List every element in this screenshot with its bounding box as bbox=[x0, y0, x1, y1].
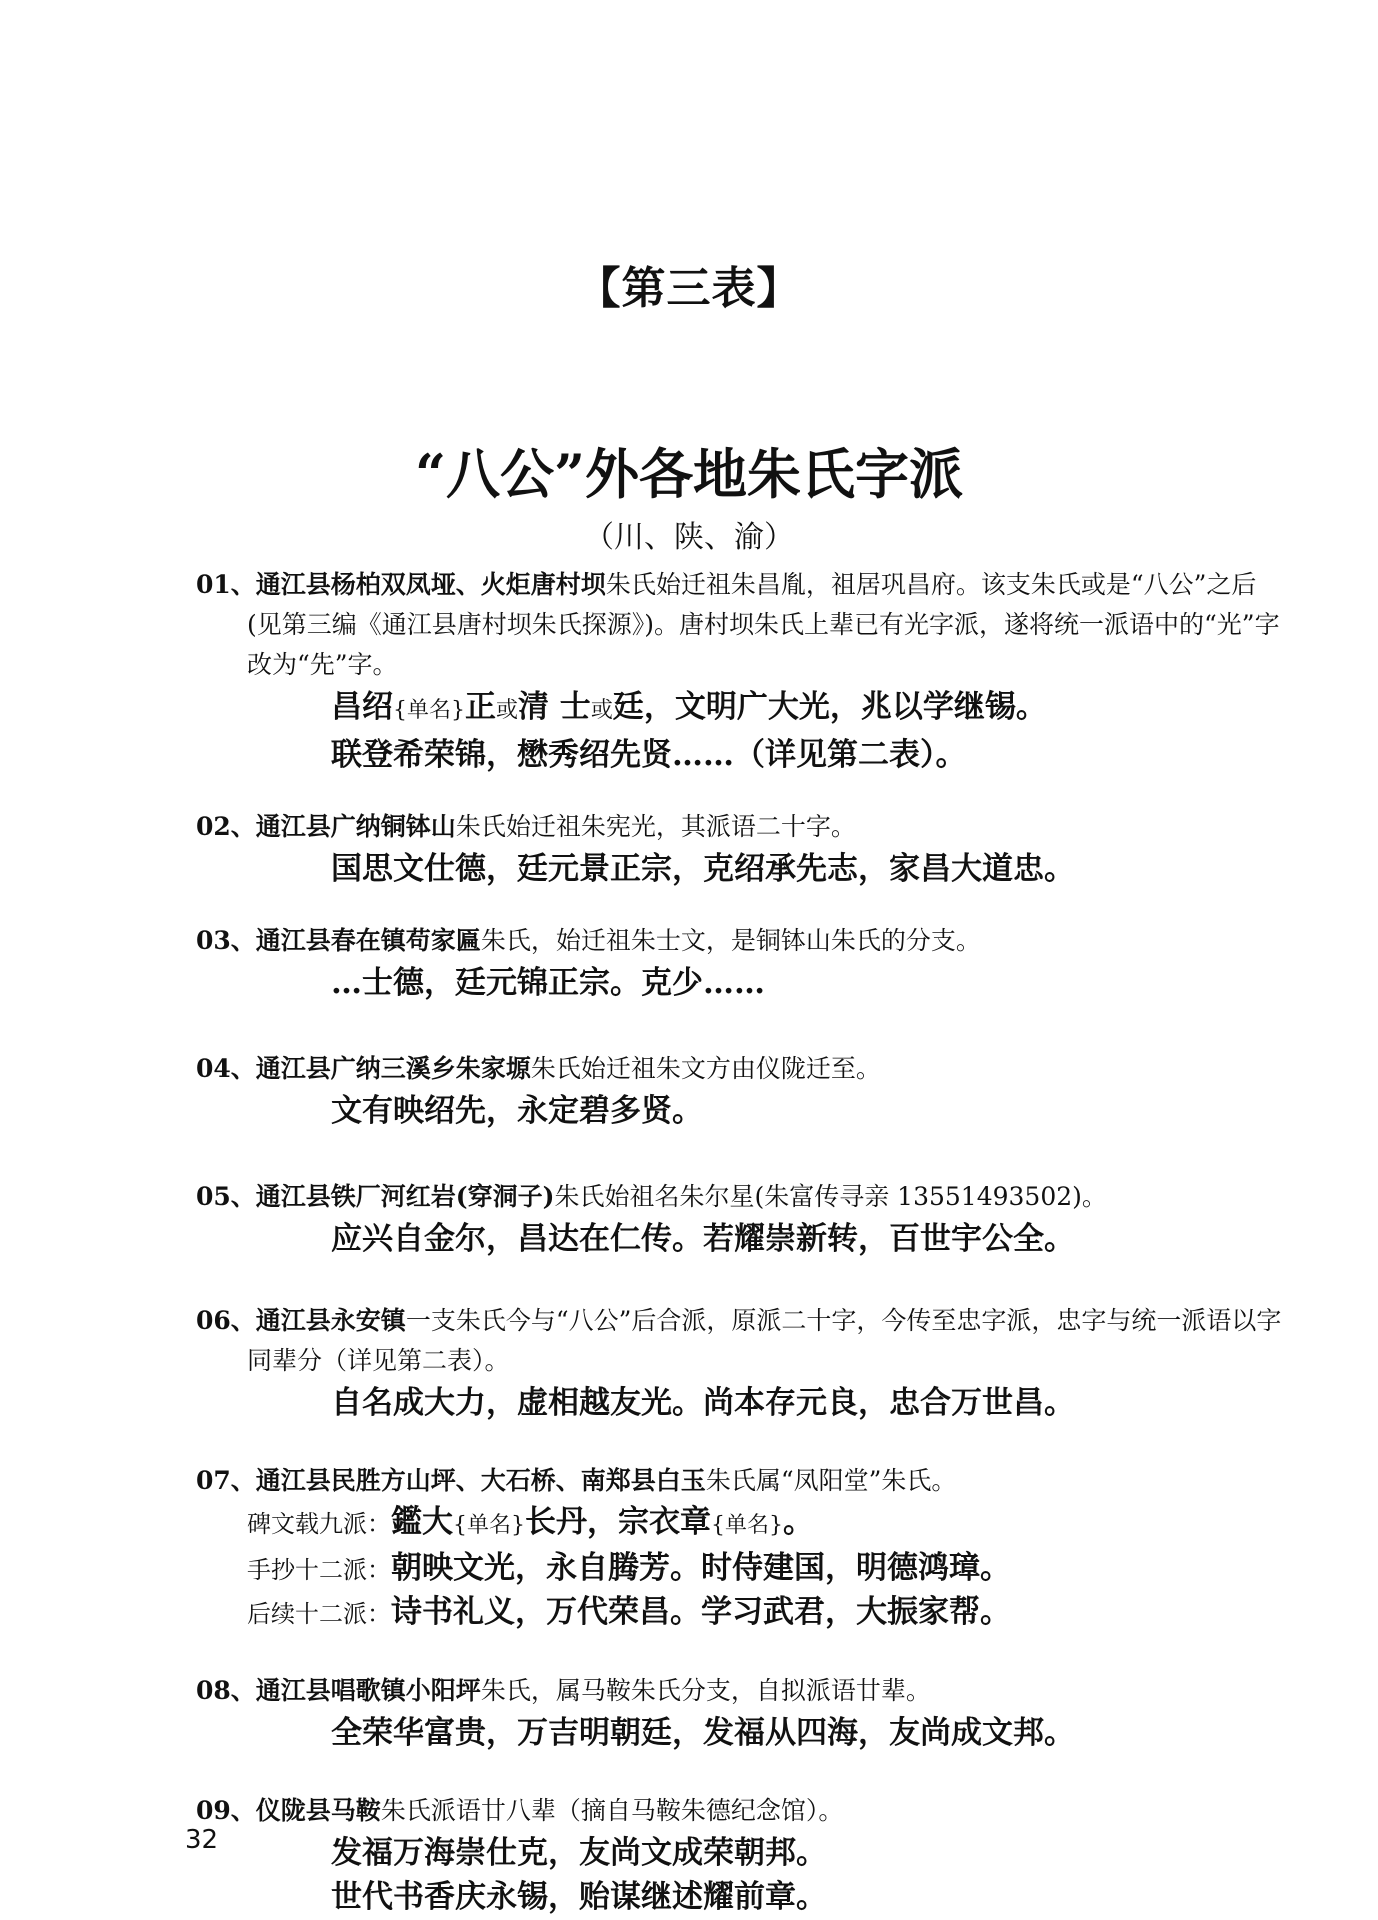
verse-part: 昌绍 bbox=[331, 689, 393, 725]
verse-part: 清 士 bbox=[518, 689, 591, 725]
entry-04 bbox=[196, 1049, 1286, 1133]
entry-intro bbox=[196, 1177, 1286, 1217]
entry-text: 朱氏始祖名朱尔星(朱富传寻亲 13551493502)。 bbox=[554, 1182, 1107, 1211]
verse-line: 文有映绍先，永定碧多贤。 bbox=[331, 1093, 703, 1129]
entry-place: 通江县春在镇苟家匾 bbox=[255, 926, 481, 955]
entry-number: 07、 bbox=[196, 1466, 256, 1495]
verse-line: 应兴自金尔，昌达在仁传。若耀崇新转，百世宇公全。 bbox=[331, 1221, 1075, 1257]
entry-intro bbox=[196, 921, 1286, 961]
entry-intro bbox=[196, 1791, 1286, 1831]
entry-text: 朱氏派语廿八辈（摘自马鞍朱德纪念馆）。 bbox=[380, 1796, 844, 1825]
verse-note: 或 bbox=[590, 698, 613, 723]
verse-line bbox=[196, 685, 1286, 733]
page-subtitle: （川、陕、渝） bbox=[584, 520, 794, 555]
verse-line: 自名成大力，虚相越友光。尚本存元良，忠合万世昌。 bbox=[331, 1385, 1075, 1421]
verse-part: 。 bbox=[783, 1504, 814, 1540]
entry-number: 05、 bbox=[196, 1182, 256, 1211]
entry-intro bbox=[196, 1671, 1286, 1711]
entry-place: 通江县广纳铜钵山 bbox=[255, 812, 456, 841]
entry-07 bbox=[196, 1461, 1286, 1635]
entry-08 bbox=[196, 1671, 1286, 1755]
entry-intro bbox=[196, 1301, 1286, 1381]
entry-number: 02、 bbox=[196, 812, 256, 841]
entry-intro bbox=[196, 1049, 1286, 1089]
entry-place: 通江县民胜方山坪、大石桥、南郑县白玉 bbox=[255, 1466, 706, 1495]
entry-number: 03、 bbox=[196, 926, 256, 955]
verse-line: 世代书香庆永锡，贻谋继述耀前章。 bbox=[331, 1879, 827, 1915]
entry-text: 朱氏属“凤阳堂”朱氏。 bbox=[705, 1466, 957, 1495]
verse-line: 国思文仕德，廷元景正宗，克绍承先志，家昌大道忠。 bbox=[331, 851, 1075, 887]
entry-text: 朱氏始迁祖朱文方由仪陇迁至。 bbox=[530, 1054, 881, 1083]
entry-05 bbox=[196, 1177, 1286, 1261]
section-heading: 【第三表】 bbox=[576, 263, 802, 314]
entry-place: 通江县铁厂河红岩(穿洞子) bbox=[255, 1182, 555, 1211]
verse-line bbox=[196, 1547, 1286, 1591]
verse-label: 后续十二派： bbox=[247, 1600, 391, 1628]
entry-place: 通江县唱歌镇小阳坪 bbox=[255, 1676, 481, 1705]
verse-note: 或 bbox=[496, 698, 519, 723]
verse-line: 联登希荣锦，懋秀绍先贤……（详见第二表）。 bbox=[331, 737, 967, 773]
verse-line bbox=[196, 1591, 1286, 1635]
entry-intro bbox=[196, 565, 1286, 685]
entry-intro bbox=[196, 1461, 1286, 1501]
entry-place: 仪陇县马鞍 bbox=[255, 1796, 381, 1825]
entry-number: 08、 bbox=[196, 1676, 256, 1705]
verse-note: {单名} bbox=[453, 1513, 525, 1538]
verse-label: 碑文载九派： bbox=[247, 1510, 391, 1538]
entry-01 bbox=[196, 565, 1286, 777]
entry-number: 09、 bbox=[196, 1796, 256, 1825]
verse-label: 手抄十二派： bbox=[247, 1556, 391, 1584]
entry-place: 通江县永安镇 bbox=[255, 1306, 406, 1335]
verse-part: 诗书礼义，万代荣昌。学习武君，大振家帮。 bbox=[391, 1594, 1011, 1630]
entry-number: 04、 bbox=[196, 1054, 256, 1083]
entry-09 bbox=[196, 1791, 1286, 1919]
verse-part: 正 bbox=[465, 689, 496, 725]
entry-text: 朱氏，属马鞍朱氏分支，自拟派语廿辈。 bbox=[480, 1676, 931, 1705]
verse-part: 鑑大 bbox=[391, 1504, 453, 1540]
entry-text: 朱氏，始迁祖朱士文，是铜钵山朱氏的分支。 bbox=[480, 926, 981, 955]
entry-text: 一支朱氏今与“八公”后合派，原派二十字，今传至忠字派，忠字与统一派语以字同辈分（详见第二表）。 bbox=[247, 1306, 1282, 1375]
verse-line: 发福万海崇仕克，友尚文成荣朝邦。 bbox=[331, 1835, 827, 1871]
entry-text: 朱氏始迁祖朱昌胤，祖居巩昌府。该支朱氏或是“八公”之后(见第三编《通江县唐村坝朱氏探源》)。唐村坝朱氏上辈已有光字派，遂将统一派语中的“光”字改为“先”字。 bbox=[247, 570, 1280, 679]
entry-number: 01、 bbox=[196, 570, 256, 599]
verse-note: {单名} bbox=[711, 1513, 783, 1538]
entry-list bbox=[196, 565, 1286, 1919]
verse-part: 长丹，宗衣章 bbox=[525, 1504, 711, 1540]
entry-place: 通江县广纳三溪乡朱家塬 bbox=[255, 1054, 531, 1083]
verse-line: 全荣华富贵，万吉明朝廷，发福从四海，友尚成文邦。 bbox=[331, 1715, 1075, 1751]
entry-text: 朱氏始迁祖朱宪光，其派语二十字。 bbox=[455, 812, 856, 841]
verse-note: {单名} bbox=[393, 698, 465, 723]
verse-part: 廷，文明广大光，兆以学继锡。 bbox=[612, 689, 1047, 725]
entry-number: 06、 bbox=[196, 1306, 256, 1335]
entry-intro bbox=[196, 807, 1286, 847]
entry-03 bbox=[196, 921, 1286, 1005]
verse-part: 朝映文光，永自腾芳。时侍建国，明德鸿璋。 bbox=[391, 1550, 1011, 1586]
entry-place: 通江县杨柏双凤垭、火炬唐村坝 bbox=[255, 570, 606, 599]
page-number: 32 bbox=[185, 1825, 219, 1855]
verse-line bbox=[196, 1501, 1286, 1547]
entry-02 bbox=[196, 807, 1286, 891]
entry-06 bbox=[196, 1301, 1286, 1425]
page-title: “八公”外各地朱氏字派 bbox=[414, 442, 964, 506]
verse-line: …士德，廷元锦正宗。克少…… bbox=[331, 965, 765, 1001]
